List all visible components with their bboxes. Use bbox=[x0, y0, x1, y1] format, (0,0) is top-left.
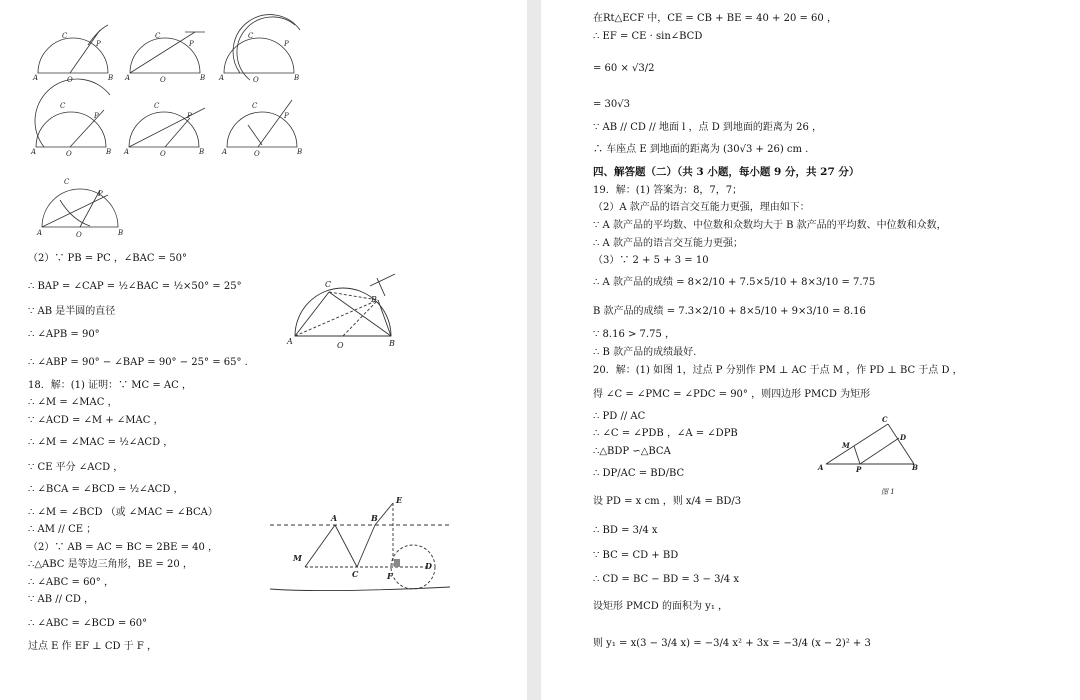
text-line: ∴ ∠C = ∠PDB ，∠A = ∠DPB bbox=[593, 428, 738, 439]
text-line: ∴ EF = CE · sin∠BCD bbox=[593, 31, 703, 42]
label: E bbox=[396, 495, 403, 505]
svg-text:A: A bbox=[31, 148, 37, 156]
svg-text:B: B bbox=[297, 148, 303, 156]
svg-text:P: P bbox=[284, 40, 289, 48]
svg-text:B: B bbox=[294, 74, 300, 82]
svg-text:A: A bbox=[331, 513, 338, 523]
svg-text:C: C bbox=[248, 32, 254, 40]
label: P bbox=[856, 465, 862, 474]
text-line: ∵ AB // CD ， bbox=[28, 594, 95, 605]
text-line: ∵ A 款产品的平均数、中位数和众数均大于 B 款产品的平均数、中位数和众数， bbox=[593, 220, 947, 231]
svg-text:C: C bbox=[64, 178, 70, 186]
text-line: = 60 × √3/2 bbox=[593, 63, 655, 74]
svg-text:A: A bbox=[124, 148, 130, 156]
label: A bbox=[818, 463, 824, 472]
svg-text:A: A bbox=[37, 229, 43, 237]
svg-text:A: A bbox=[222, 148, 228, 156]
bike-geometry-figure bbox=[265, 495, 455, 590]
svg-text:P: P bbox=[98, 190, 103, 198]
svg-text:B: B bbox=[108, 74, 114, 82]
label: B bbox=[389, 339, 395, 348]
svg-text:A: A bbox=[33, 74, 39, 82]
svg-text:A: A bbox=[219, 74, 225, 82]
text-line: ∴△BDP ∽△BCA bbox=[593, 446, 671, 457]
text-line: ∴ ∠APB = 90° bbox=[28, 329, 100, 340]
text-line: ∴ ∠M = ∠MAC ， bbox=[28, 397, 118, 408]
svg-text:O: O bbox=[76, 231, 82, 239]
label: M bbox=[293, 553, 302, 563]
triangle-figure bbox=[816, 412, 936, 502]
svg-text:P: P bbox=[189, 40, 194, 48]
text-line: ∴ ∠M = ∠MAC = ½∠ACD ， bbox=[28, 437, 174, 448]
label: D bbox=[425, 561, 432, 571]
construction-figures bbox=[0, 0, 527, 240]
right-angle-mark bbox=[394, 559, 400, 567]
section-heading: 四、解答题（二）（共 3 小题，每小题 9 分，共 27 分） bbox=[593, 166, 860, 178]
svg-text:C: C bbox=[252, 102, 258, 110]
text-line: ∴ ∠BCA = ∠BCD = ½∠ACD ， bbox=[28, 484, 184, 495]
text-line: ∴ B 款产品的成绩最好. bbox=[593, 347, 697, 358]
label: P bbox=[371, 295, 377, 304]
label: F bbox=[387, 571, 393, 581]
text-line: 则 y₁ = x(3 − 3/4 x) = −3/4 x² + 3x = −3/4 (x − 2)² + 3 bbox=[593, 638, 871, 649]
label: O bbox=[337, 341, 344, 350]
text-line: ∴ AM // CE ； bbox=[28, 524, 97, 535]
svg-text:A: A bbox=[125, 74, 131, 82]
label: A bbox=[287, 337, 293, 346]
text-line: ∵ 8.16 > 7.75 ， bbox=[593, 329, 675, 340]
semicircle-figure bbox=[285, 268, 415, 348]
text-line: ∴ ∠ABC = 60° ， bbox=[28, 577, 114, 588]
text-line: ∴ A 款产品的成绩 = 8×2/10 + 7.5×5/10 + 8×3/10 = 7.75 bbox=[593, 277, 876, 288]
text-line: 20．解：(1) 如图 1，过点 P 分别作 PM ⊥ AC 于点 M ，作 PD ⊥ BC 于点 D ， bbox=[593, 365, 963, 376]
svg-text:C: C bbox=[155, 32, 161, 40]
text-line: ∵ AB // CD // 地面 l ，点 D 到地面的距离为 26 ， bbox=[593, 122, 822, 133]
label: D bbox=[900, 433, 907, 442]
text-line: ∵ CE 平分 ∠ACD ， bbox=[28, 462, 124, 473]
text-line: ∴ BD = 3/4 x bbox=[593, 525, 658, 536]
text-line: 18．解：(1) 证明：∵ MC = AC ， bbox=[28, 380, 192, 391]
text-line: ∵ BC = CD + BD bbox=[593, 550, 679, 561]
text-line: ∵ AB 是半圆的直径 bbox=[28, 306, 116, 317]
text-line: 设 PD = x cm ，则 x/4 = BD/3 bbox=[593, 496, 742, 507]
text-line: （2）∵ AB = AC = BC = 2BE = 40 ， bbox=[28, 542, 219, 553]
svg-text:O: O bbox=[254, 150, 260, 158]
svg-text:C: C bbox=[60, 102, 66, 110]
text-line: ∴ ∠ABP = 90° − ∠BAP = 90° − 25° = 65° . bbox=[28, 357, 248, 368]
svg-text:O: O bbox=[67, 76, 73, 84]
svg-text:O: O bbox=[66, 150, 72, 158]
text-line: 设矩形 PMCD 的面积为 y₁ ， bbox=[593, 601, 729, 612]
label: C bbox=[325, 280, 332, 289]
text-line: ∴ 车座点 E 到地面的距离为 (30√3 + 26) cm . bbox=[593, 144, 809, 155]
svg-text:B: B bbox=[118, 229, 124, 237]
text-line: B 款产品的成绩 = 7.3×2/10 + 8×5/10 + 9×3/10 = 8.16 bbox=[593, 306, 866, 317]
text-line: ∴ ∠M = ∠BCD （或 ∠MAC = ∠BCA） bbox=[28, 507, 218, 518]
text-line: ∴ CD = BC − BD = 3 − 3/4 x bbox=[593, 574, 739, 585]
text-line: ∵ ∠ACD = ∠M + ∠MAC ， bbox=[28, 415, 164, 426]
svg-text:P: P bbox=[96, 40, 101, 48]
svg-text:C: C bbox=[62, 32, 68, 40]
text-line: 得 ∠C = ∠PMC = ∠PDC = 90° ，则四边形 PMCD 为矩形 bbox=[593, 389, 871, 400]
text-line: 过点 E 作 EF ⊥ CD 于 F ， bbox=[28, 641, 157, 652]
figure-caption: 图 1 bbox=[881, 488, 895, 496]
svg-text:B: B bbox=[371, 513, 378, 523]
text-line: ∴ BAP = ∠CAP = ½∠BAC = ½×50° = 25° bbox=[28, 281, 242, 292]
text-line: （3）∵ 2 + 5 + 3 = 10 bbox=[593, 255, 709, 266]
svg-text:C: C bbox=[352, 569, 359, 579]
svg-text:B: B bbox=[199, 148, 205, 156]
label: C bbox=[882, 415, 888, 424]
text-line: 19．解：(1) 答案为：8，7，7； bbox=[593, 185, 743, 196]
text-line: ∴ DP/AC = BD/BC bbox=[593, 468, 685, 479]
text-line: ∴ PD // AC bbox=[593, 411, 646, 422]
svg-text:B: B bbox=[106, 148, 112, 156]
svg-text:P: P bbox=[284, 112, 289, 120]
text-line: （2）A 款产品的语言交互能力更强，理由如下： bbox=[593, 202, 810, 213]
text-line: ∴ A 款产品的语言交互能力更强； bbox=[593, 238, 743, 249]
left-page bbox=[0, 0, 527, 700]
svg-text:P: P bbox=[94, 112, 99, 120]
text-line: （2）∵ PB = PC ，∠BAC = 50° bbox=[28, 253, 187, 264]
svg-text:O: O bbox=[160, 76, 166, 84]
label: M bbox=[842, 441, 850, 450]
svg-text:B: B bbox=[200, 74, 206, 82]
svg-text:O: O bbox=[253, 76, 259, 84]
text-line: ∴△ABC 是等边三角形，BE = 20 ， bbox=[28, 559, 193, 570]
right-page bbox=[541, 0, 1080, 700]
text-line: = 30√3 bbox=[593, 99, 631, 110]
svg-text:O: O bbox=[160, 150, 166, 158]
label: B bbox=[912, 463, 918, 472]
svg-text:C: C bbox=[154, 102, 160, 110]
svg-text:P: P bbox=[187, 112, 192, 120]
text-line: ∴ ∠ABC = ∠BCD = 60° bbox=[28, 618, 148, 629]
text-line: 在Rt△ECF 中，CE = CB + BE = 40 + 20 = 60 ， bbox=[593, 13, 837, 24]
